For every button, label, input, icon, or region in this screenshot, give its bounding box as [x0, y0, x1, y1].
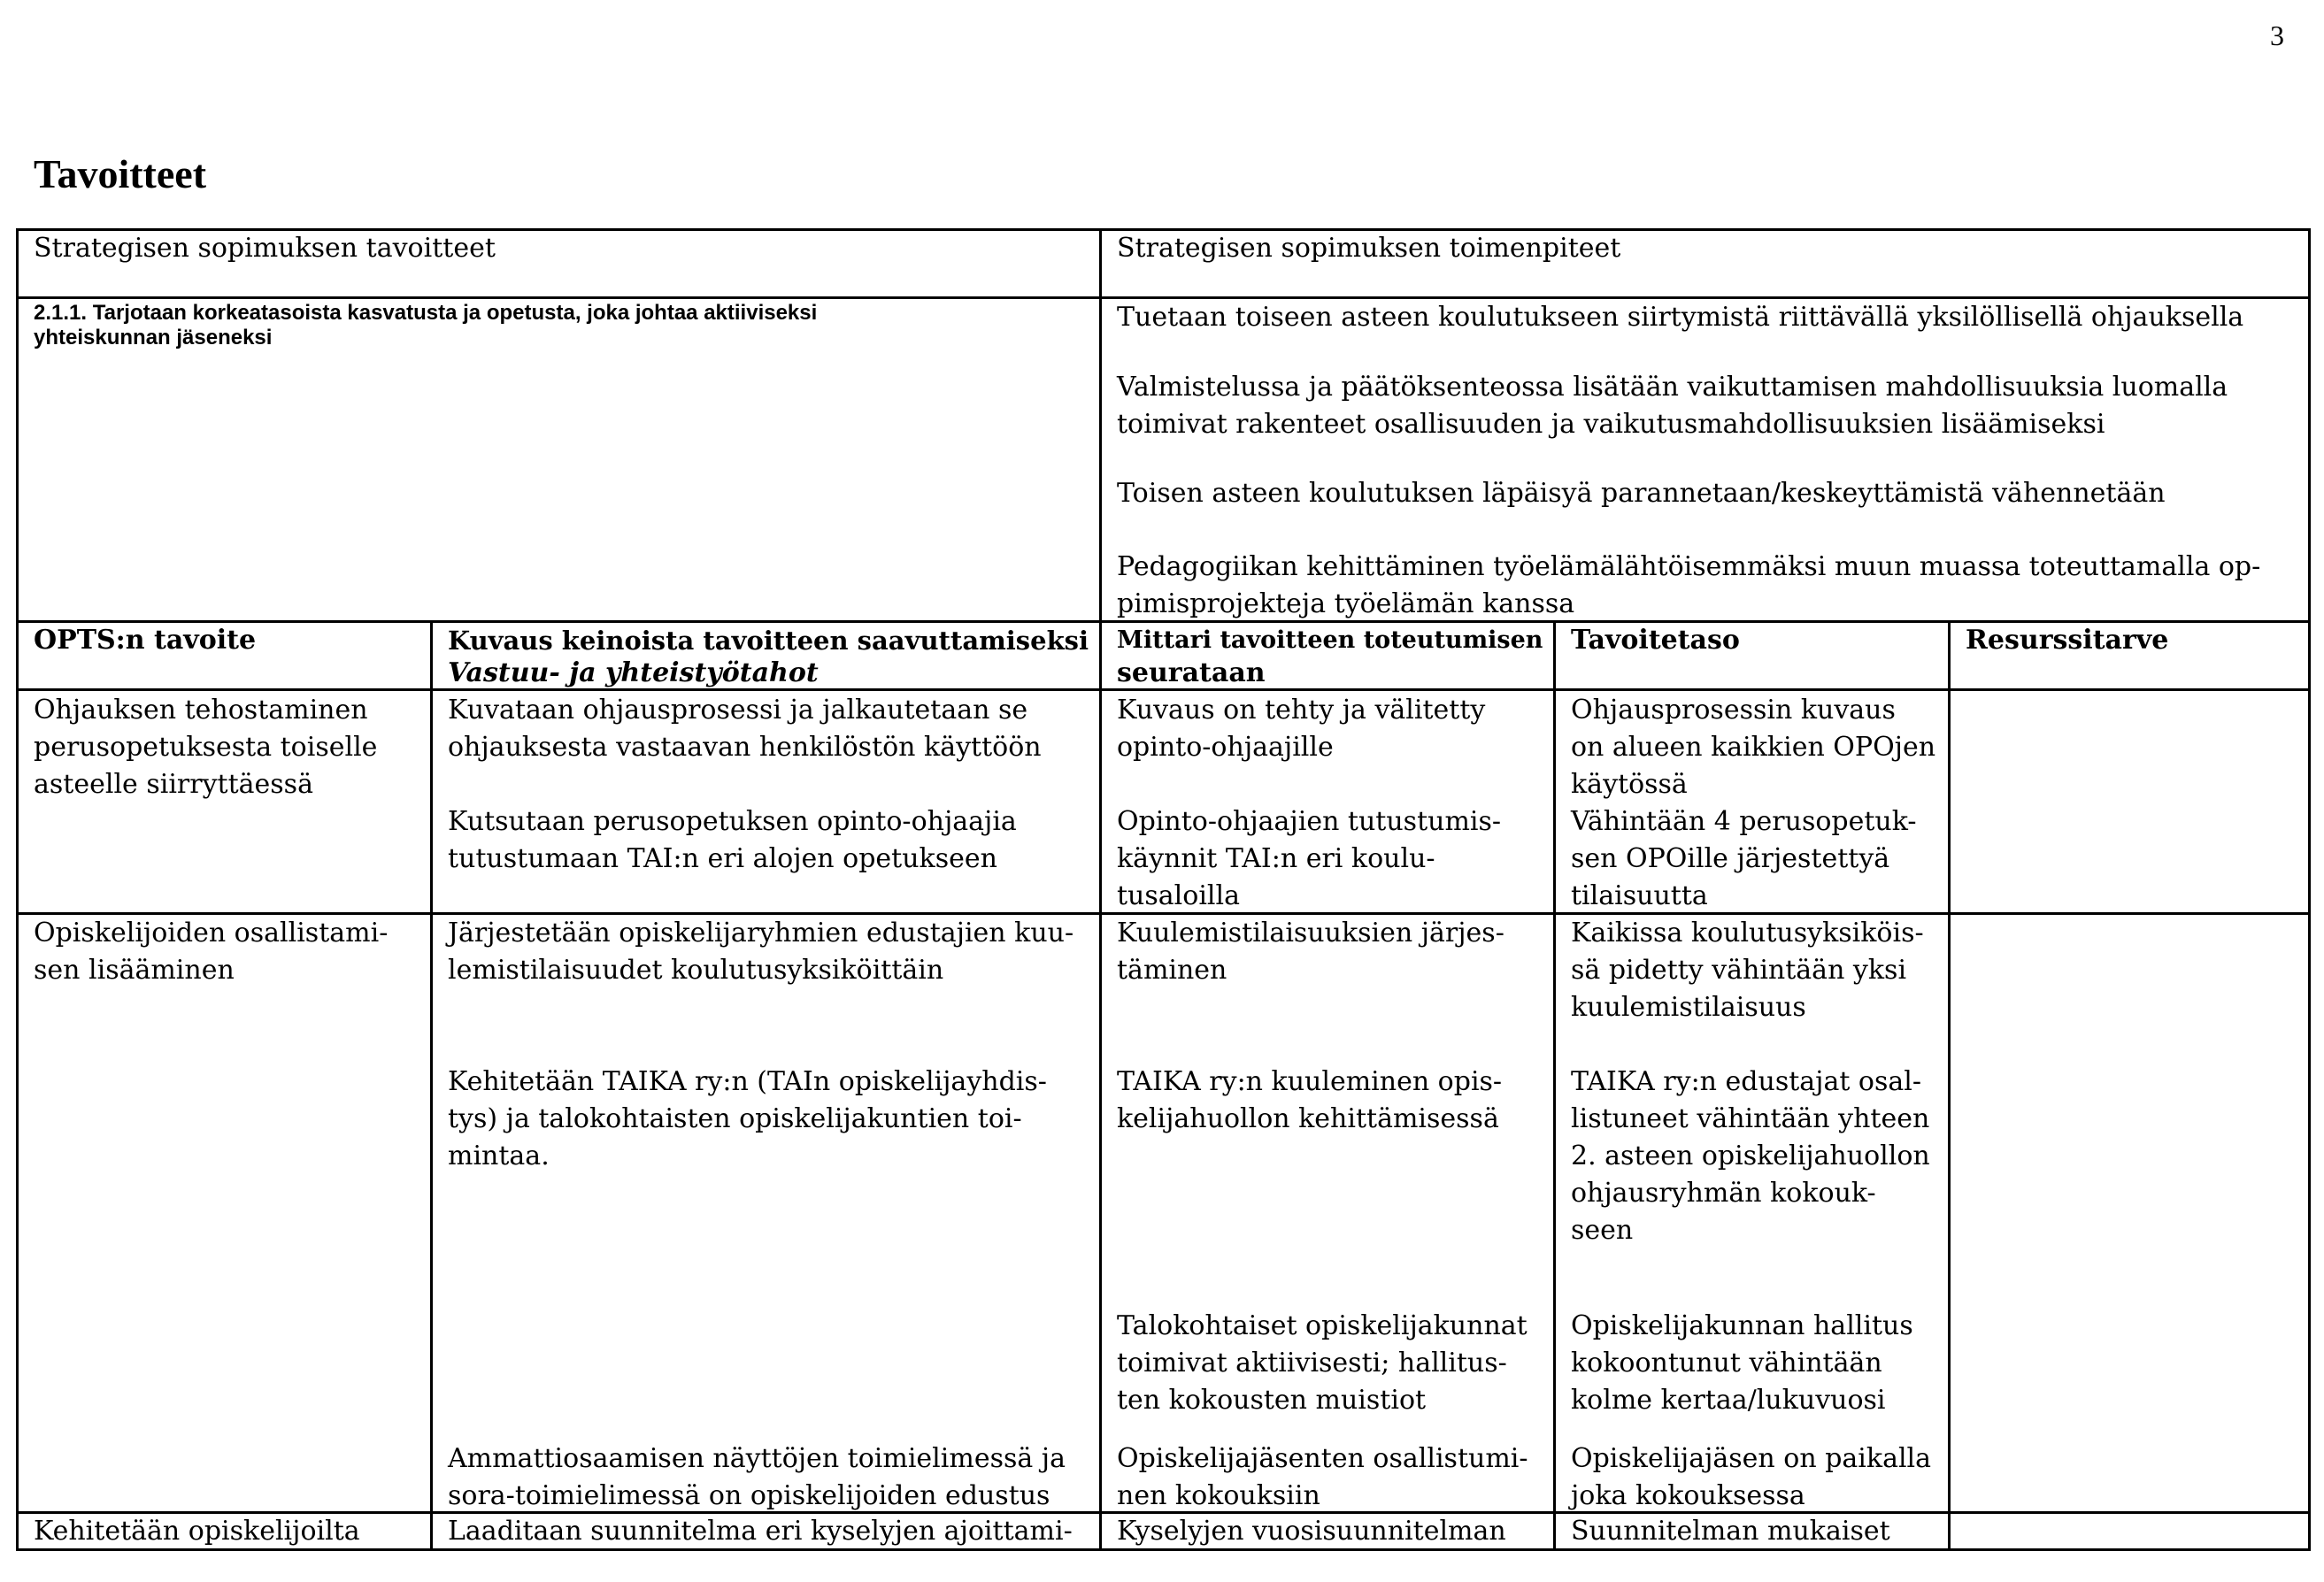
row-means-line: Kutsutaan perusopetuksen opinto-ohjaajia: [448, 806, 1017, 837]
row-target-line: sen OPOille järjestettyä: [1571, 843, 1890, 874]
row-target-line: kokoontunut vähintään: [1571, 1348, 1882, 1378]
table-border-right: [2308, 228, 2311, 1551]
column-header-resources: Resurssitarve: [1966, 625, 2169, 656]
row-indicator-line: tusaloilla: [1117, 880, 1240, 911]
row-indicator-line: käynnit TAI:n eri koulu-: [1117, 843, 1435, 874]
row-means-line: Järjestetään opiskelijaryhmien edustajien kuu-: [448, 918, 1074, 948]
strategy-measure-line: toimivat rakenteet osallisuuden ja vaikutusmahdollisuuksien lisäämiseksi: [1117, 409, 2105, 440]
row-indicator-line: täminen: [1117, 955, 1227, 986]
column-header-means-sub: Vastuu- ja yhteistyötahot: [448, 657, 819, 688]
row-target-line: Ohjausprosessin kuvaus: [1571, 695, 1896, 726]
strategy-measure-line: Pedagogiikan kehittäminen työelämälähtöisemmäksi muun muassa toteuttamalla op-: [1117, 551, 2261, 582]
column-header-target: Tavoitetaso: [1571, 625, 1740, 656]
row-target-line: ohjausryhmän kokouk-: [1571, 1178, 1876, 1209]
row-goal-line: Opiskelijoiden osallistami-: [34, 918, 389, 948]
row-target-line: tilaisuutta: [1571, 880, 1708, 911]
row-target-line: Suunnitelman mukaiset: [1571, 1516, 1890, 1547]
column-header-indicator: Mittari tavoitteen toteutumisen: [1117, 626, 1543, 654]
row-target-line: sä pidetty vähintään yksi: [1571, 955, 1907, 986]
strategy-measures-header: Strategisen sopimuksen toimenpiteet: [1117, 233, 1621, 264]
row-goal-line: Ohjauksen tehostaminen: [34, 695, 368, 726]
row-target-line: Opiskelijajäsen on paikalla: [1571, 1443, 1932, 1474]
row-indicator-line: Opiskelijajäsenten osallistumi-: [1117, 1443, 1528, 1474]
strategy-measure-line: Valmistelussa ja päätöksenteossa lisätään vaikuttamisen mahdollisuuksia luomalla: [1117, 372, 2228, 403]
row-goal-line: sen lisääminen: [34, 955, 235, 986]
table-border-left: [16, 228, 19, 1551]
table-rule-col-3: [1099, 228, 1102, 1551]
row-target-line: käytössä: [1571, 769, 1688, 800]
row-target-line: seen: [1571, 1215, 1634, 1246]
row-target-line: Kaikissa koulutusyksiköis-: [1571, 918, 1924, 948]
row-means-line: Kuvataan ohjausprosessi ja jalkautetaan se: [448, 695, 1028, 726]
row-means-line: Laaditaan suunnitelma eri kyselyjen ajoittami-: [448, 1516, 1073, 1547]
goals-table: [16, 228, 2311, 1555]
row-target-line: kolme kertaa/lukuvuosi: [1571, 1385, 1886, 1416]
row-indicator-line: toimivat aktiivisesti; hallitus-: [1117, 1348, 1507, 1378]
column-header-means: Kuvaus keinoista tavoitteen saavuttamiseksi: [448, 626, 1089, 656]
row-indicator-line: ten kokousten muistiot: [1117, 1385, 1427, 1416]
row-indicator-line: TAIKA ry:n kuuleminen opis-: [1117, 1066, 1503, 1097]
page-number: 3: [2270, 19, 2284, 51]
table-rule-col-2: [430, 620, 433, 1551]
row-goal-line: perusopetuksesta toiselle: [34, 732, 378, 763]
row-target-line: listuneet vähintään yhteen: [1571, 1103, 1930, 1134]
row-indicator-line: nen kokouksiin: [1117, 1480, 1320, 1511]
column-header-indicator: seurataan: [1117, 657, 1266, 688]
row-target-line: joka kokouksessa: [1571, 1480, 1805, 1511]
row-indicator-line: Kuvaus on tehty ja välitetty: [1117, 695, 1486, 726]
row-means-line: mintaa.: [448, 1140, 550, 1171]
row-means-line: sora-toimielimessä on opiskelijoiden edustus: [448, 1480, 1050, 1511]
row-target-line: kuulemistilaisuus: [1571, 992, 1806, 1023]
row-target-line: on alueen kaikkien OPOjen: [1571, 732, 1936, 763]
row-goal-line: asteelle siirryttäessä: [34, 769, 313, 800]
row-indicator-line: Kyselyjen vuosisuunnitelman: [1117, 1516, 1506, 1547]
row-indicator-line: kelijahuollon kehittämisessä: [1117, 1103, 1499, 1134]
row-means-line: Ammattiosaamisen näyttöjen toimielimessä ja: [448, 1443, 1066, 1474]
row-target-line: 2. asteen opiskelijahuollon: [1571, 1140, 1930, 1171]
row-means-line: tys) ja talokohtaisten opiskelijakuntien toi-: [448, 1103, 1022, 1134]
row-means-line: ohjauksesta vastaavan henkilöstön käyttöön: [448, 732, 1042, 763]
column-header-goal: OPTS:n tavoite: [34, 625, 257, 656]
row-means-line: lemistilaisuudet koulutusyksiköittäin: [448, 955, 944, 986]
row-target-line: Vähintään 4 perusopetuk-: [1571, 806, 1917, 837]
strategy-measure-line: Tuetaan toiseen asteen koulutukseen siirtymistä riittävällä yksilöllisellä ohjauksella: [1117, 302, 2244, 333]
row-indicator-line: Talokohtaiset opiskelijakunnat: [1117, 1310, 1528, 1341]
row-target-line: Opiskelijakunnan hallitus: [1571, 1310, 1913, 1341]
row-indicator-line: opinto-ohjaajille: [1117, 732, 1334, 763]
table-rule-col-4: [1553, 620, 1556, 1551]
strategy-measure-line: pimisprojekteja työelämän kanssa: [1117, 588, 1575, 619]
strategy-goals-header: Strategisen sopimuksen tavoitteet: [34, 233, 496, 264]
row-means-line: tutustumaan TAI:n eri alojen opetukseen: [448, 843, 997, 874]
row-goal-line: Kehitetään opiskelijoilta: [34, 1516, 360, 1547]
page-heading: Tavoitteet: [34, 151, 207, 196]
strategy-measure-line: Toisen asteen koulutuksen läpäisyä parannetaan/keskeyttämistä vähennetään: [1117, 478, 2166, 509]
strategy-goal-line: 2.1.1. Tarjotaan korkeatasoista kasvatusta ja opetusta, joka johtaa aktiiviseksi: [34, 301, 818, 325]
row-means-line: Kehitetään TAIKA ry:n (TAIn opiskelijayhdis-: [448, 1066, 1047, 1097]
strategy-goal-line: yhteiskunnan jäseneksi: [34, 326, 273, 349]
row-indicator-line: Opinto-ohjaajien tutustumis-: [1117, 806, 1502, 837]
row-indicator-line: Kuulemistilaisuuksien järjes-: [1117, 918, 1504, 948]
row-target-line: TAIKA ry:n edustajat osal-: [1571, 1066, 1922, 1097]
table-rule-col-5: [1948, 620, 1951, 1551]
